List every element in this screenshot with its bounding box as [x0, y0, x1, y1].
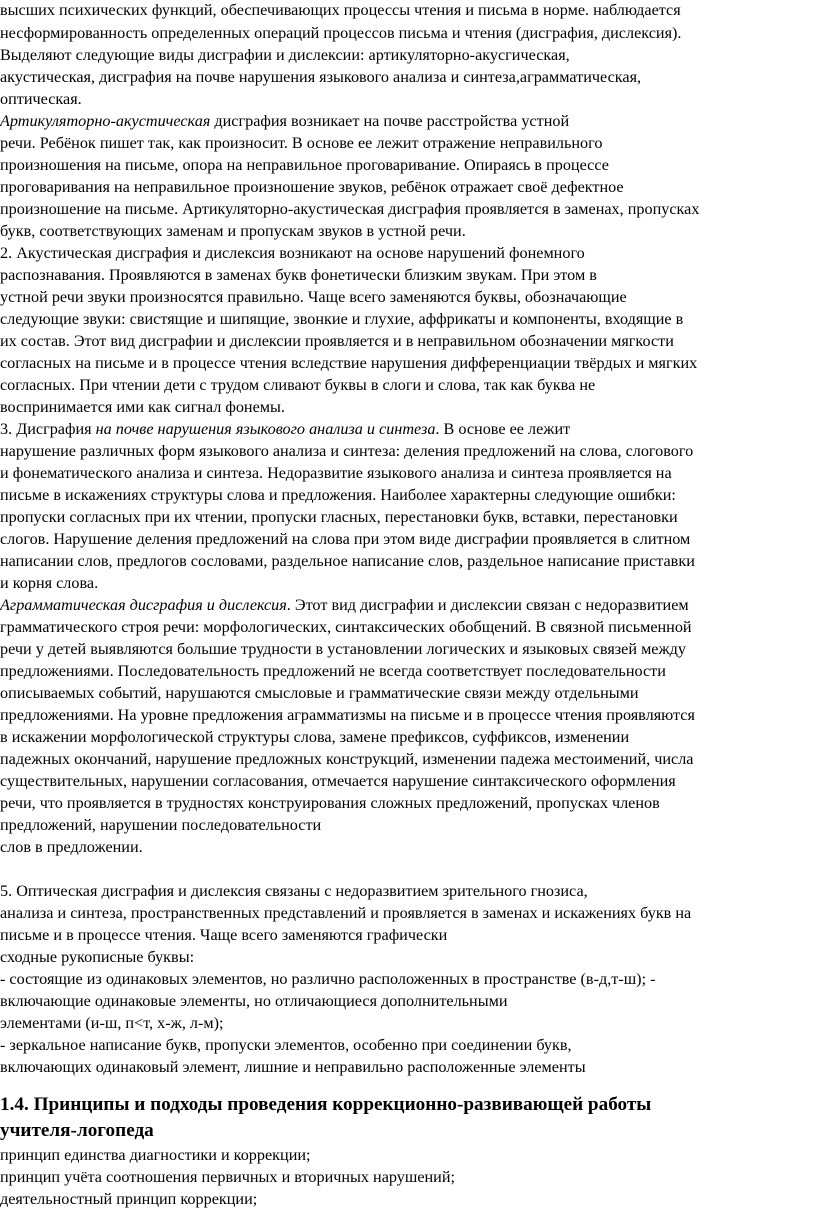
- text-line: включающих одинаковый элемент, лишние и неправильно расположенные элементы: [0, 1058, 586, 1076]
- list-item: принцип учёта соотношения первичных и вторичных нарушений;: [0, 1168, 456, 1186]
- text-line: акустическая, дисграфия на почве нарушения языкового анализа и синтеза,аграмматическая,: [0, 68, 642, 86]
- italic-term: на почве нарушения языкового анализа и синтеза: [95, 420, 436, 438]
- text-line: проговаривания на неправильное произношение звуков, ребёнок отражает своё дефектное: [0, 178, 624, 196]
- text-line: и корня слова.: [0, 574, 99, 592]
- text-span: 3. Дисграфия: [0, 420, 96, 438]
- text-line: предложениями. Последовательность предложений не всегда соответствует последовательности: [0, 662, 666, 680]
- text-line: речи у детей выявляются большие трудности в установлении логических и языковых связей между: [0, 640, 687, 658]
- text-line: грамматического строя речи: морфологических, синтаксических обобщений. В связной письменной: [0, 618, 692, 636]
- section-heading: 1.4. Принципы и подходы проведения коррекционно-развивающей работы: [0, 1094, 652, 1115]
- text-line: элементами (и-ш, п<т, х-ж, л-м);: [0, 1014, 224, 1032]
- text-span: . Этот вид дисграфии и дислексии связан с недоразвитием: [286, 596, 689, 614]
- list-item: деятельностный принцип коррекции;: [0, 1190, 258, 1208]
- text-line: описываемых событий, нарушаются смысловые и грамматические связи между отдельными: [0, 684, 639, 702]
- text-line: Выделяют следующие виды дисграфии и дислексии: артикуляторно-акусгическая,: [0, 46, 570, 64]
- text-line: согласных. При чтении дети с трудом сливают буквы в слоги и слова, так как буква не: [0, 376, 596, 394]
- text-line: их состав. Этот вид дисграфии и дислексии проявляется и в неправильном обозначении мягкости: [0, 332, 674, 350]
- text-line: слогов. Нарушение деления предложений на слова при этом виде дисграфии проявляется в слитном: [0, 530, 691, 548]
- text-line: предложений, нарушении последовательности: [0, 816, 322, 834]
- text-line: 5. Оптическая дисграфия и дислексия связаны с недоразвитием зрительного гнозиса,: [0, 882, 588, 900]
- text-line: - зеркальное написание букв, пропуски элементов, особенно при соединении букв,: [0, 1036, 572, 1054]
- text-line: распознавания. Проявляются в заменах букв фонетически близким звукам. При этом в: [0, 266, 597, 284]
- text-line: нарушение различных форм языкового анализа и синтеза: деления предложений на слова, слогового: [0, 442, 694, 460]
- text-line-mixed: [0, 418, 570, 440]
- text-span: . В основе ее лежит: [435, 420, 571, 438]
- italic-term: Артикуляторно-акустическая: [0, 112, 211, 130]
- text-line: в искажении морфологической структуры слова, замене префиксов, суффиксов, изменении: [0, 728, 630, 746]
- section-heading: учителя-логопеда: [0, 1120, 154, 1141]
- text-line: сходные рукописные буквы:: [0, 948, 195, 966]
- list-item: принцип единства диагностики и коррекции;: [0, 1146, 311, 1164]
- text-line: слов в предложении.: [0, 838, 143, 856]
- text-line: анализа и синтеза, пространственных представлений и проявляется в заменах и искажениях букв на: [0, 904, 692, 922]
- text-line: падежных окончаний, нарушение предложных конструкций, изменении падежа местоимений, числа: [0, 750, 694, 768]
- text-line: оптическая.: [0, 90, 82, 108]
- text-line: предложениями. На уровне предложения аграмматизмы на письме и в процессе чтения проявляются: [0, 706, 695, 724]
- text-line-mixed: [0, 594, 689, 616]
- text-line: существительных, нарушении согласования, отмечается нарушение синтаксического оформления: [0, 772, 676, 790]
- text-line: воспринимается ими как сигнал фонемы.: [0, 398, 285, 416]
- text-line: несформированность определенных операций процессов письма и чтения (дисграфия, дислексия).: [0, 24, 682, 42]
- text-line: высших психических функций, обеспечивающих процессы чтения и письма в норме. наблюдается: [0, 1, 681, 19]
- text-line: согласных на письме и в процессе чтения вследствие нарушения дифференциации твёрдых и мягких: [0, 354, 698, 372]
- text-span: дисграфия возникает на почве расстройства устной: [210, 112, 570, 130]
- text-line: букв, соответствующих заменам и пропускам звуков в устной речи.: [0, 222, 466, 240]
- text-line: произношения на письме, опора на неправильное проговаривание. Опираясь в процессе: [0, 156, 609, 174]
- text-line: - состоящие из одинаковых элементов, но различно расположенных в пространстве (в-д,т-ш); -: [0, 970, 656, 988]
- text-line-mixed: [0, 110, 569, 132]
- text-line: пропуски согласных при их чтении, пропуски гласных, перестановки букв, вставки, перестановки: [0, 508, 678, 526]
- text-line: речи. Ребёнок пишет так, как произносит. В основе ее лежит отражение неправильного: [0, 134, 603, 152]
- text-line: речи, что проявляется в трудностях конструирования сложных предложений, пропусках членов: [0, 794, 660, 812]
- text-line: 2. Акустическая дисграфия и дислексия возникают на основе нарушений фонемного: [0, 244, 585, 262]
- text-line: написании слов, предлогов сословами, раздельное написание слов, раздельное написание приставки: [0, 552, 695, 570]
- text-line: письме в искажениях структуры слова и предложения. Наиболее характерны следующие ошибки:: [0, 486, 676, 504]
- text-line: и фонематического анализа и синтеза. Недоразвитие языкового анализа и синтеза проявляется на: [0, 464, 672, 482]
- text-line: произношение на письме. Артикуляторно-акустическая дисграфия проявляется в заменах, пропусках: [0, 200, 700, 218]
- italic-term: Аграмматическая дисграфия и дислексия: [0, 596, 287, 614]
- text-line: следующие звуки: свистящие и шипящие, звонкие и глухие, аффрикаты и компоненты, входящие в: [0, 310, 684, 328]
- text-line: письме и в процессе чтения. Чаще всего заменяются графически: [0, 926, 448, 944]
- text-line: устной речи звуки произносятся правильно. Чаще всего заменяются буквы, обозначающие: [0, 288, 627, 306]
- text-line: включающие одинаковые элементы, но отличающиеся дополнительными: [0, 992, 508, 1010]
